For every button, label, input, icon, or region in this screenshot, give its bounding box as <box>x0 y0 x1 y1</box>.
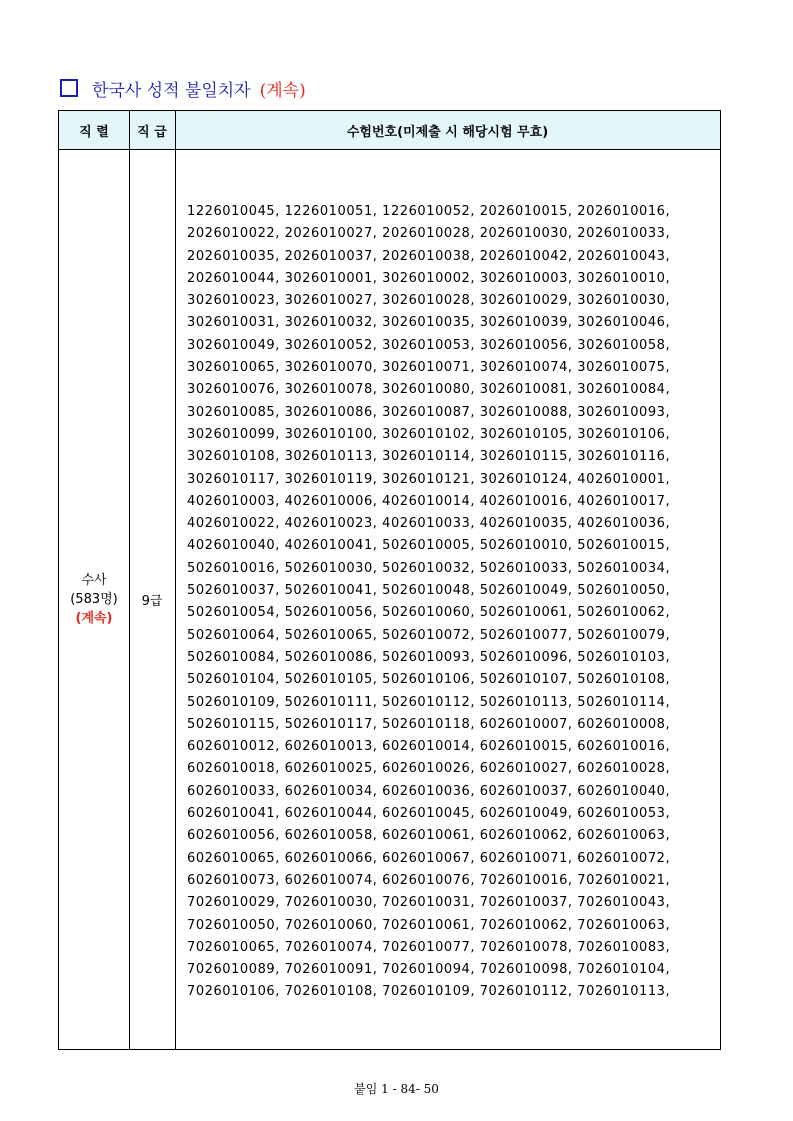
exam-number-line: 1226010045, 1226010051, 1226010052, 2026010015, 2026010016, <box>187 204 671 219</box>
exam-number-line: 7026010029, 7026010030, 7026010031, 7026010037, 7026010043, <box>187 895 671 911</box>
title-text: 한국사 성적 불일치자 <box>92 80 251 101</box>
results-table <box>58 110 721 1050</box>
exam-number-line: 4026010003, 4026010006, 4026010014, 4026010016, 4026010017, <box>187 493 671 509</box>
page-title <box>60 75 306 101</box>
exam-number-line: 5026010054, 5026010056, 5026010060, 5026010061, 5026010062, <box>187 605 671 621</box>
exam-number-line: 5026010037, 5026010041, 5026010048, 5026010049, 5026010050, <box>187 583 671 599</box>
exam-number-line: 3026010085, 3026010086, 3026010087, 3026010088, 3026010093, <box>187 404 671 420</box>
exam-number-line: 6026010033, 6026010034, 6026010036, 6026010037, 6026010040, <box>187 783 671 799</box>
exam-number-line: 7026010050, 7026010060, 7026010061, 7026010062, 7026010063, <box>187 917 671 933</box>
cell-series <box>59 149 129 1049</box>
exam-number-line: 3026010076, 3026010078, 3026010080, 3026010081, 3026010084, <box>187 382 671 398</box>
exam-number-line: 5026010104, 5026010105, 5026010106, 5026010107, 5026010108, <box>187 672 671 688</box>
exam-number-line: 6026010012, 6026010013, 6026010014, 6026010015, 6026010016, <box>187 739 671 755</box>
exam-number-line: 2026010044, 3026010001, 3026010002, 3026010003, 3026010010, <box>187 270 671 286</box>
exam-number-line: 4026010040, 4026010041, 5026010005, 5026010010, 5026010015, <box>187 538 671 554</box>
checkbox-square-icon <box>60 79 78 97</box>
exam-number-line: 5026010016, 5026010030, 5026010032, 5026010033, 5026010034, <box>187 560 671 576</box>
exam-number-line: 6026010018, 6026010025, 6026010026, 6026010027, 6026010028, <box>187 761 671 777</box>
exam-number-line: 3026010023, 3026010027, 3026010028, 3026010029, 3026010030, <box>187 293 671 309</box>
column-divider <box>175 111 176 1049</box>
header-series: 직 렬 <box>79 124 109 140</box>
exam-number-line: 4026010022, 4026010023, 4026010033, 4026010035, 4026010036, <box>187 516 671 532</box>
exam-number-line: 3026010049, 3026010052, 3026010053, 3026010056, 3026010058, <box>187 337 671 353</box>
exam-number-line: 6026010065, 6026010066, 6026010067, 6026010071, 6026010072, <box>187 850 671 866</box>
exam-number-line: 3026010099, 3026010100, 3026010102, 3026010105, 3026010106, <box>187 426 671 442</box>
exam-number-line: 7026010106, 7026010108, 7026010109, 7026010112, 7026010113, <box>187 984 671 1000</box>
exam-number-line: 3026010108, 3026010113, 3026010114, 3026010115, 3026010116, <box>187 449 671 465</box>
exam-number-line: 3026010065, 3026010070, 3026010071, 3026010074, 3026010075, <box>187 360 671 376</box>
header-numbers: 수험번호(미제출 시 해당시험 무효) <box>346 124 549 140</box>
exam-number-line: 5026010064, 5026010065, 5026010072, 5026010077, 5026010079, <box>187 627 671 643</box>
exam-number-list <box>187 201 712 1004</box>
cell-grade: 9급 <box>141 593 163 609</box>
series-continued: (계속) <box>75 610 113 626</box>
exam-number-line: 2026010022, 2026010027, 2026010028, 2026010030, 2026010033, <box>187 226 671 242</box>
exam-number-line: 3026010031, 3026010032, 3026010035, 3026010039, 3026010046, <box>187 315 671 331</box>
exam-number-line: 3026010117, 3026010119, 3026010121, 3026010124, 4026010001, <box>187 471 671 487</box>
exam-number-line: 6026010073, 6026010074, 6026010076, 7026010016, 7026010021, <box>187 872 671 888</box>
header-grade: 직 급 <box>137 124 167 140</box>
exam-number-line: 5026010084, 5026010086, 5026010093, 5026010096, 5026010103, <box>187 649 671 665</box>
exam-number-line: 5026010115, 5026010117, 5026010118, 6026010007, 6026010008, <box>187 716 671 732</box>
exam-number-line: 7026010089, 7026010091, 7026010094, 7026010098, 7026010104, <box>187 962 671 978</box>
exam-number-line: 5026010109, 5026010111, 5026010112, 5026010113, 5026010114, <box>187 694 671 710</box>
exam-number-line: 6026010041, 6026010044, 6026010045, 6026010049, 6026010053, <box>187 806 671 822</box>
title-continued: (계속) <box>259 80 306 101</box>
exam-number-line: 2026010035, 2026010037, 2026010038, 2026010042, 2026010043, <box>187 248 671 264</box>
series-count: (583명) <box>70 591 118 607</box>
page-number: 붙임 1 - 84- 50 <box>354 1082 439 1096</box>
series-name: 수사 <box>81 572 107 588</box>
exam-number-line: 6026010056, 6026010058, 6026010061, 6026010062, 6026010063, <box>187 828 671 844</box>
exam-number-line: 7026010065, 7026010074, 7026010077, 7026010078, 7026010083, <box>187 939 671 955</box>
